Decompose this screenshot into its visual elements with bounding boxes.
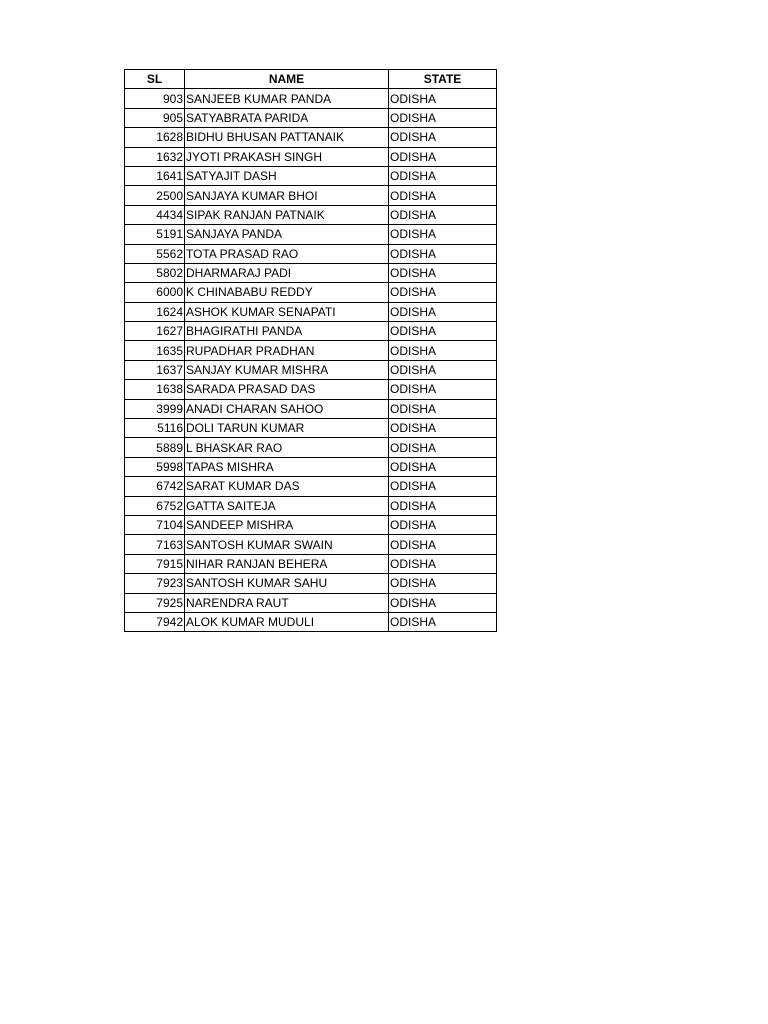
cell-sl: 1624 [125, 302, 185, 321]
cell-state: ODISHA [389, 419, 497, 438]
table-row [125, 360, 497, 379]
cell-sl: 1632 [125, 147, 185, 166]
cell-name: SARAT KUMAR DAS [185, 477, 389, 496]
cell-sl: 6742 [125, 477, 185, 496]
header-name: NAME [185, 70, 389, 89]
cell-sl: 6752 [125, 496, 185, 515]
cell-state: ODISHA [389, 574, 497, 593]
cell-state: ODISHA [389, 166, 497, 185]
cell-sl: 905 [125, 108, 185, 127]
cell-state: ODISHA [389, 380, 497, 399]
header-sl: SL [125, 70, 185, 89]
table-row [125, 225, 497, 244]
table-row [125, 419, 497, 438]
cell-state: ODISHA [389, 438, 497, 457]
cell-name: TAPAS MISHRA [185, 457, 389, 476]
table-row [125, 612, 497, 631]
cell-sl: 7915 [125, 554, 185, 573]
cell-sl: 3999 [125, 399, 185, 418]
cell-state: ODISHA [389, 515, 497, 534]
table-row [125, 186, 497, 205]
cell-name: ASHOK KUMAR SENAPATI [185, 302, 389, 321]
table-row [125, 322, 497, 341]
cell-state: ODISHA [389, 535, 497, 554]
cell-name: K CHINABABU REDDY [185, 283, 389, 302]
cell-name: SIPAK RANJAN PATNAIK [185, 205, 389, 224]
members-table [124, 69, 497, 632]
cell-state: ODISHA [389, 147, 497, 166]
cell-name: TOTA PRASAD RAO [185, 244, 389, 263]
cell-state: ODISHA [389, 322, 497, 341]
cell-name: NIHAR RANJAN BEHERA [185, 554, 389, 573]
cell-sl: 5562 [125, 244, 185, 263]
cell-name: SANTOSH KUMAR SAHU [185, 574, 389, 593]
table-row [125, 535, 497, 554]
table-row [125, 205, 497, 224]
cell-name: BIDHU BHUSAN PATTANAIK [185, 128, 389, 147]
table-row [125, 128, 497, 147]
cell-state: ODISHA [389, 593, 497, 612]
cell-state: ODISHA [389, 205, 497, 224]
cell-name: SANTOSH KUMAR SWAIN [185, 535, 389, 554]
cell-name: L BHASKAR RAO [185, 438, 389, 457]
table-row [125, 380, 497, 399]
cell-state: ODISHA [389, 612, 497, 631]
cell-state: ODISHA [389, 128, 497, 147]
cell-sl: 1638 [125, 380, 185, 399]
cell-sl: 7923 [125, 574, 185, 593]
cell-name: SANJAYA PANDA [185, 225, 389, 244]
table-row [125, 554, 497, 573]
table-row [125, 341, 497, 360]
cell-state: ODISHA [389, 496, 497, 515]
cell-sl: 2500 [125, 186, 185, 205]
table-row [125, 515, 497, 534]
cell-state: ODISHA [389, 283, 497, 302]
cell-name: ALOK KUMAR MUDULI [185, 612, 389, 631]
cell-state: ODISHA [389, 225, 497, 244]
cell-sl: 1637 [125, 360, 185, 379]
cell-state: ODISHA [389, 554, 497, 573]
table-row [125, 457, 497, 476]
table-row [125, 593, 497, 612]
cell-state: ODISHA [389, 457, 497, 476]
cell-state: ODISHA [389, 477, 497, 496]
table-row [125, 438, 497, 457]
cell-sl: 7163 [125, 535, 185, 554]
cell-name: JYOTI PRAKASH SINGH [185, 147, 389, 166]
cell-sl: 5998 [125, 457, 185, 476]
cell-name: NARENDRA RAUT [185, 593, 389, 612]
cell-state: ODISHA [389, 302, 497, 321]
cell-name: ANADI CHARAN SAHOO [185, 399, 389, 418]
cell-sl: 7925 [125, 593, 185, 612]
cell-name: GATTA SAITEJA [185, 496, 389, 515]
cell-name: SANJAY KUMAR MISHRA [185, 360, 389, 379]
cell-name: SATYABRATA PARIDA [185, 108, 389, 127]
header-state: STATE [389, 70, 497, 89]
cell-state: ODISHA [389, 263, 497, 282]
cell-sl: 5889 [125, 438, 185, 457]
cell-name: DHARMARAJ PADI [185, 263, 389, 282]
cell-sl: 1635 [125, 341, 185, 360]
cell-name: SANJEEB KUMAR PANDA [185, 89, 389, 108]
cell-name: SANDEEP MISHRA [185, 515, 389, 534]
cell-name: SATYAJIT DASH [185, 166, 389, 185]
cell-sl: 1628 [125, 128, 185, 147]
cell-state: ODISHA [389, 108, 497, 127]
table-row [125, 574, 497, 593]
table-row [125, 283, 497, 302]
cell-name: SANJAYA KUMAR BHOI [185, 186, 389, 205]
cell-sl: 6000 [125, 283, 185, 302]
cell-name: SARADA PRASAD DAS [185, 380, 389, 399]
cell-state: ODISHA [389, 186, 497, 205]
table-row [125, 108, 497, 127]
table-row [125, 244, 497, 263]
table-row [125, 263, 497, 282]
table-row [125, 399, 497, 418]
cell-name: RUPADHAR PRADHAN [185, 341, 389, 360]
cell-state: ODISHA [389, 244, 497, 263]
cell-sl: 5191 [125, 225, 185, 244]
table-row [125, 166, 497, 185]
cell-name: DOLI TARUN KUMAR [185, 419, 389, 438]
cell-sl: 7942 [125, 612, 185, 631]
cell-sl: 1627 [125, 322, 185, 341]
table-row [125, 147, 497, 166]
cell-sl: 1641 [125, 166, 185, 185]
cell-state: ODISHA [389, 341, 497, 360]
table-row [125, 302, 497, 321]
table-row [125, 89, 497, 108]
cell-state: ODISHA [389, 360, 497, 379]
cell-sl: 5116 [125, 419, 185, 438]
table-row [125, 477, 497, 496]
cell-state: ODISHA [389, 399, 497, 418]
header-row [125, 70, 497, 89]
table-body [125, 89, 497, 632]
table-row [125, 496, 497, 515]
cell-sl: 4434 [125, 205, 185, 224]
cell-sl: 7104 [125, 515, 185, 534]
cell-sl: 903 [125, 89, 185, 108]
spreadsheet-page [124, 69, 497, 632]
cell-state: ODISHA [389, 89, 497, 108]
cell-sl: 5802 [125, 263, 185, 282]
cell-name: BHAGIRATHI PANDA [185, 322, 389, 341]
